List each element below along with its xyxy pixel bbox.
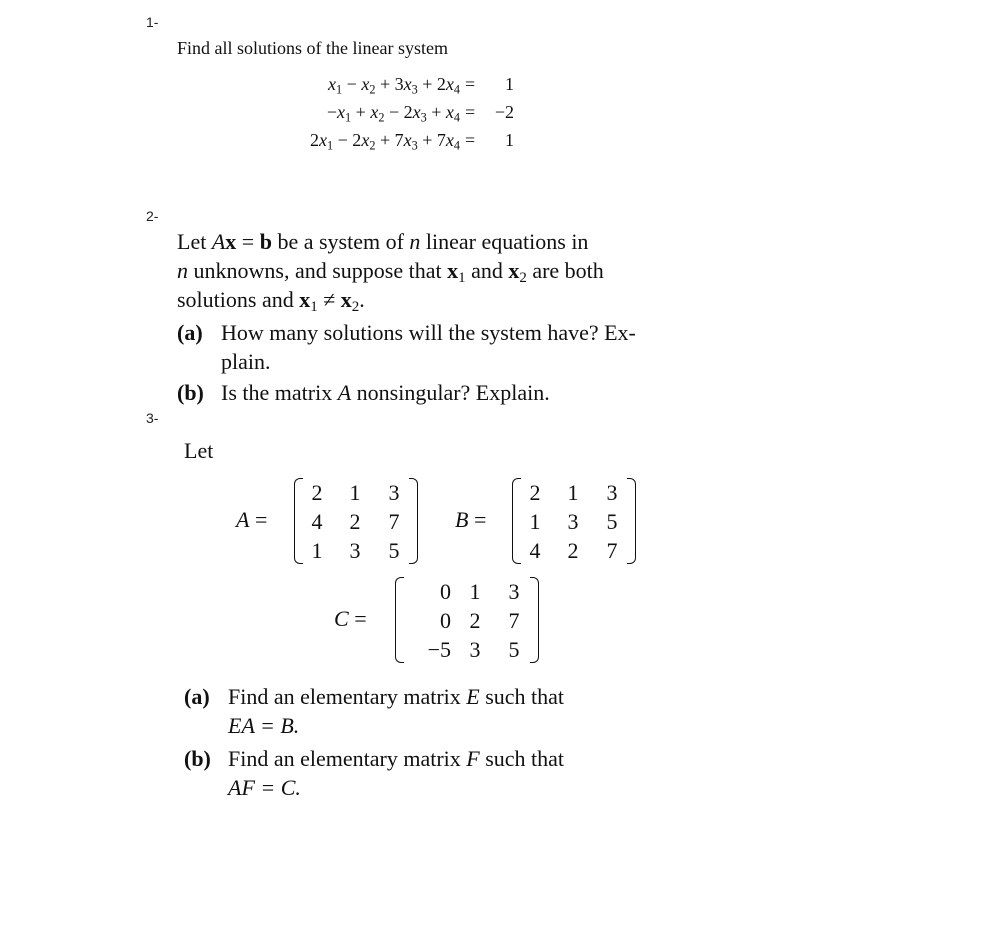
matrix-cell: 2 <box>349 509 361 534</box>
matrix-cell: 3 <box>469 637 481 662</box>
matrix-cell: 3 <box>606 480 618 505</box>
problem-3-part-b-line-1: Find an elementary matrix F such that <box>228 746 565 771</box>
part-label: (b) <box>177 380 204 405</box>
matrix-cell: 1 <box>311 538 323 563</box>
problem-2-number: 2- <box>146 208 159 224</box>
matrix-cell: 2 <box>529 480 541 505</box>
equals-sign: = <box>465 74 476 94</box>
equation-2: $-x_1 + x_2 - 2x_3 + x_4$ = −2 <box>326 102 514 125</box>
problem-3-part-a <box>184 682 210 711</box>
matrix-cell: 5 <box>606 509 618 534</box>
matrix-cell: 7 <box>606 538 618 563</box>
rhs-value: −2 <box>494 102 514 122</box>
matrix-a-label: A = <box>236 507 268 532</box>
matrix-cell: 5 <box>388 538 400 563</box>
rhs-value: 1 <box>505 130 514 150</box>
matrix-cell: 3 <box>349 538 361 563</box>
problem-2-line-1: Let Ax = b be a system of n linear equations in <box>177 229 589 254</box>
linear-system <box>260 74 530 164</box>
rhs-value: 1 <box>505 74 514 94</box>
problem-2-part-a <box>177 318 203 347</box>
problem-3-part-b-line-2: AF = C. <box>228 775 301 800</box>
problem-2-line-2: n unknowns, and suppose that $x_1$ and $x_2$ are both <box>177 258 604 287</box>
left-bracket <box>512 478 521 564</box>
part-label: (a) <box>184 684 210 709</box>
equals-sign: = <box>465 102 476 122</box>
matrix-cell: 3 <box>508 579 520 604</box>
problem-3-intro: Let <box>184 438 214 463</box>
matrix-c <box>395 577 539 665</box>
matrix-cell: 4 <box>529 538 541 563</box>
problem-3-number: 3- <box>146 410 159 426</box>
problem-3-part-b <box>184 744 211 773</box>
matrix-cell: 7 <box>388 509 400 534</box>
matrix-a <box>294 478 418 566</box>
matrix-cell: 1 <box>349 480 361 505</box>
problem-2-part-b-text: Is the matrix A nonsingular? Explain. <box>221 380 550 405</box>
problem-2-line-3: solutions and $x_1 \ne x_2$. <box>177 287 365 316</box>
right-bracket <box>530 577 539 663</box>
matrix-cell: 1 <box>529 509 541 534</box>
right-bracket <box>409 478 418 564</box>
matrix-cell: −5 <box>427 637 451 662</box>
problem-2-part-b <box>177 378 204 407</box>
problem-1-intro: Find all solutions of the linear system <box>177 38 448 58</box>
left-bracket <box>294 478 303 564</box>
matrix-cell: 3 <box>567 509 579 534</box>
matrix-cell: 2 <box>567 538 579 563</box>
part-label: (a) <box>177 320 203 345</box>
equation-1: $x_1 - x_2 + 3x_3 + 2x_4$ = 1 <box>328 74 514 97</box>
matrix-cell: 7 <box>508 608 520 633</box>
problem-3-part-a-line-2: EA = B. <box>228 713 300 738</box>
matrix-cell: 4 <box>311 509 323 534</box>
var-x: x <box>328 74 337 94</box>
problem-2-part-a-line-1: How many solutions will the system have? Ex- <box>221 320 636 345</box>
problem-3-part-a-line-1: Find an elementary matrix E such that <box>228 684 565 709</box>
matrix-cell: 0 <box>440 579 451 604</box>
right-bracket <box>627 478 636 564</box>
matrix-b <box>512 478 636 566</box>
problem-2-part-a-line-2: plain. <box>221 349 271 374</box>
matrix-cell: 3 <box>388 480 400 505</box>
equals-sign: = <box>465 130 476 150</box>
matrix-cell: 5 <box>508 637 520 662</box>
equation-3: $2x_1 - 2x_2 + 7x_3 + 7x_4$ = 1 <box>310 130 514 153</box>
problem-1-number: 1- <box>146 14 159 30</box>
matrix-cell: 2 <box>311 480 323 505</box>
matrix-cell: 1 <box>469 579 481 604</box>
part-label: (b) <box>184 746 211 771</box>
left-bracket <box>395 577 404 663</box>
matrix-cell: 0 <box>440 608 451 633</box>
matrix-b-label: B = <box>455 507 487 532</box>
matrix-cell: 2 <box>469 608 481 633</box>
matrix-c-label: C = <box>334 606 367 631</box>
matrix-cell: 1 <box>567 480 579 505</box>
